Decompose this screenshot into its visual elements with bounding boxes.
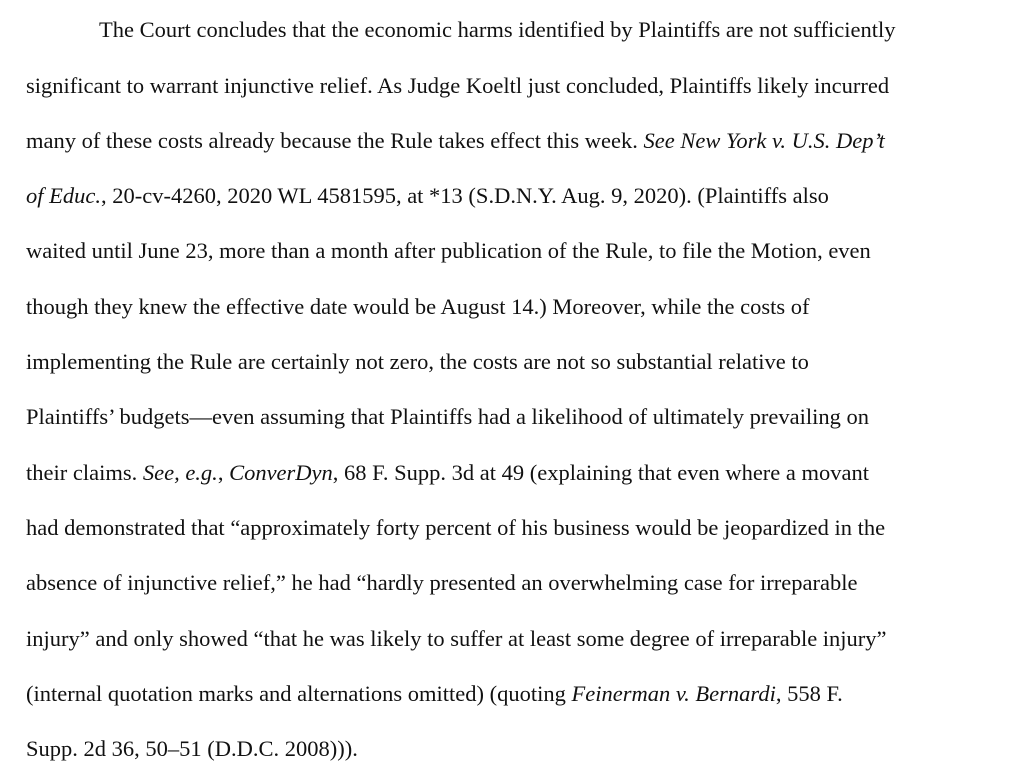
paragraph-line xyxy=(26,185,829,208)
text-run: many of these costs already because the Rule takes effect this week. xyxy=(26,128,644,153)
text-run: absence of injunctive relief,” he had “hardly presented an overwhelming case for irreparable xyxy=(26,570,858,595)
case-citation: ConverDyn xyxy=(229,460,333,485)
paragraph-line xyxy=(26,406,869,429)
text-run: , 20-cv-4260, 2020 WL 4581595, at *13 (S.D.N.Y. Aug. 9, 2020). (Plaintiffs also xyxy=(100,183,829,208)
text-run: , xyxy=(217,460,230,485)
text-run: injury” and only showed “that he was likely to suffer at least some degree of irreparable injury” xyxy=(26,626,887,651)
text-run: , 68 F. Supp. 3d at 49 (explaining that even where a movant xyxy=(332,460,870,485)
paragraph-line xyxy=(26,683,843,706)
paragraph-line xyxy=(26,75,889,98)
paragraph-line xyxy=(26,628,887,651)
paragraph-line xyxy=(26,738,358,761)
text-run: , 558 F. xyxy=(775,681,843,706)
signal-see-eg: See, e.g. xyxy=(142,460,218,485)
paragraph-line xyxy=(26,351,809,374)
paragraph-line xyxy=(26,296,810,319)
paragraph-line xyxy=(26,517,885,540)
text-run: implementing the Rule are certainly not zero, the costs are not so substantial relative to xyxy=(26,349,809,374)
text-run: Plaintiffs’ budgets—even assuming that Plaintiffs had a likelihood of ultimately prevailing on xyxy=(26,404,869,429)
case-citation: Feinerman v. Bernardi xyxy=(571,681,776,706)
text-run: Supp. 2d 36, 50–51 (D.D.C. 2008))). xyxy=(26,736,358,761)
text-run: waited until June 23, more than a month after publication of the Rule, to file the Motion, even xyxy=(26,238,871,263)
text-run: had demonstrated that “approximately forty percent of his business would be jeopardized in the xyxy=(26,515,886,540)
case-citation: of Educ. xyxy=(26,183,101,208)
paragraph-line xyxy=(26,240,871,263)
paragraph-line xyxy=(99,19,895,42)
paragraph-line xyxy=(26,130,885,153)
text-run: (internal quotation marks and alternations omitted) (quoting xyxy=(26,681,572,706)
text-run: The Court concludes that the economic harms identified by Plaintiffs are not sufficiently xyxy=(99,17,896,42)
text-run: though they knew the effective date would be August 14.) Moreover, while the costs of xyxy=(26,294,810,319)
text-run: significant to warrant injunctive relief. As Judge Koeltl just concluded, Plaintiffs likely incurred xyxy=(26,73,890,98)
text-run: their claims. xyxy=(26,460,143,485)
paragraph-line xyxy=(26,462,869,485)
paragraph-line xyxy=(26,572,857,595)
case-citation: See New York v. U.S. Dep’t xyxy=(643,128,885,153)
